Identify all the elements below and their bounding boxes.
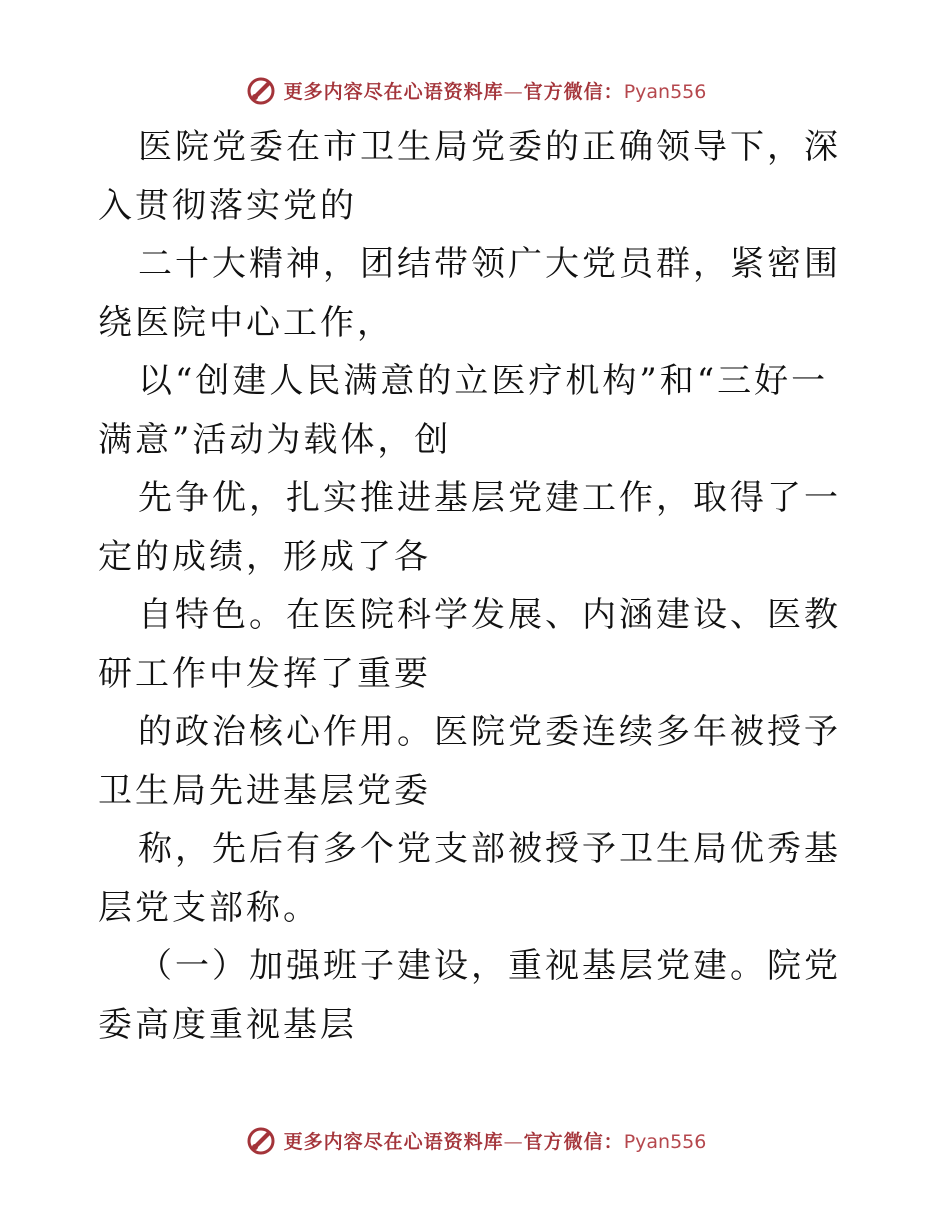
banner-text (284, 77, 707, 104)
banner-separator: — (503, 80, 524, 103)
header-banner (0, 70, 950, 110)
paragraph: 先争优，扎实推进基层党建工作，取得了一定的成绩，形成了各 (98, 478, 841, 577)
document-body (98, 118, 858, 1054)
footer-banner (0, 1120, 950, 1160)
brush-circle-logo-icon (244, 73, 278, 107)
paragraph: （一）加强班子建设，重视基层党建。院党委高度重视基层 (98, 946, 841, 1045)
banner-site-text: 更多内容尽在心语资料库 (283, 80, 504, 103)
paragraph: 称，先后有多个党支部被授予卫生局优秀基层党支部称。 (98, 829, 841, 928)
paragraph: 医院党委在市卫生局党委的正确领导下，深入贯彻落实党的 (98, 127, 841, 226)
paragraph: 自特色。在医院科学发展、内涵建设、医教研工作中发挥了重要 (98, 595, 841, 694)
paragraph: 的政治核心作用。医院党委连续多年被授予卫生局先进基层党委 (98, 712, 841, 811)
paragraph: 以“创建人民满意的立医疗机构”和“三好一满意”活动为载体，创 (98, 361, 829, 460)
banner-wechat-account: Pyan556 (623, 80, 707, 103)
banner-separator: — (503, 1130, 524, 1153)
banner-wechat-label: 官方微信： (523, 80, 624, 103)
banner-wechat-label: 官方微信： (523, 1130, 624, 1153)
paragraph: 二十大精神，团结带领广大党员群，紧密围绕医院中心工作， (98, 244, 841, 343)
banner-wechat-account: Pyan556 (623, 1130, 707, 1153)
banner-text (284, 1127, 707, 1154)
banner-site-text: 更多内容尽在心语资料库 (283, 1130, 504, 1153)
brush-circle-logo-icon (244, 1123, 278, 1157)
